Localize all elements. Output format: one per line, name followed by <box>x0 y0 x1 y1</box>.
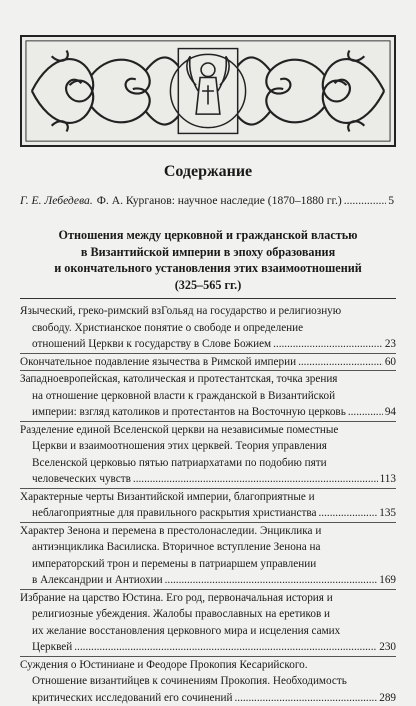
toc-entry-text-line: Отношение византийцев к сочинениям Прокопия. Необходимость <box>20 673 396 690</box>
toc-entry-text-line: отношений Церкви к государству в Слове Божием <box>32 336 271 353</box>
toc-entry-text-line: религиозные убеждения. Жалобы православных на еретиков и <box>20 606 396 623</box>
section-divider <box>20 298 396 299</box>
toc-page-number: 230 <box>379 639 396 656</box>
toc-entry[interactable] <box>20 421 396 488</box>
toc-entry-text-line: неблагоприятные для правильного раскрытия христианства <box>32 505 317 522</box>
toc-page-number: 169 <box>379 572 396 589</box>
leader-dots <box>298 354 383 371</box>
toc-entry[interactable] <box>20 353 396 371</box>
table-of-contents <box>20 303 396 706</box>
toc-entry-text-line: империи: взгляд католиков и протестантов на Восточную церковь <box>32 404 346 421</box>
toc-entry-text-line: человеческих чувств <box>32 471 131 488</box>
decorative-ornament-banner <box>20 35 396 147</box>
toc-entry-text-line: в Александрии и Антиохии <box>32 572 163 589</box>
intro-entry <box>20 194 394 207</box>
toc-entry-text-line: Языческий, греко-римский взГольяд на государство и религиозную <box>20 303 396 320</box>
toc-entry-text-line: Избрание на царство Юстина. Его род, первоначальная история и <box>20 590 396 607</box>
toc-entry-text-line: Церкви и взаимоотношения этих церквей. Теория управления <box>20 438 396 455</box>
section-title-line: в Византийской империи в эпоху образования <box>40 244 376 261</box>
section-title-line: и окончательного установления этих взаимоотношений <box>40 260 376 277</box>
toc-page-number: 60 <box>385 354 396 371</box>
toc-entry[interactable] <box>20 589 396 656</box>
leader-dots <box>74 639 377 656</box>
toc-entry-text-line: Вселенской церковью пятью патриархатами по подобию пяти <box>20 455 396 472</box>
section-title <box>40 227 376 293</box>
toc-page-number: 135 <box>379 505 396 522</box>
section-title-line: Отношения между церковной и гражданской властью <box>40 227 376 244</box>
toc-entry[interactable] <box>20 656 396 706</box>
intro-page-number: 5 <box>388 194 394 207</box>
page-title: Содержание <box>0 163 416 181</box>
toc-entry-text-line: Суждения о Юстиниане и Феодоре Прокопия Кесарийского. <box>20 657 396 674</box>
toc-entry-text-line: критических исследований его сочинений <box>32 690 232 706</box>
intro-author: Г. Е. Лебедева. <box>20 194 93 207</box>
intro-title: Ф. А. Курганов: научное наследие (1870–1880 гг.) <box>97 194 342 207</box>
leader-dots <box>344 194 387 207</box>
toc-page-number: 23 <box>385 336 396 353</box>
toc-entry-text-line: на отношение церковной власти к гражданской в Византийской <box>20 388 396 405</box>
leader-dots <box>165 572 378 589</box>
toc-entry-text-line: Характер Зенона и перемена в престолонаследии. Энциклика и <box>20 523 396 540</box>
toc-entry-text-line: Окончательное подавление язычества в Римской империи <box>20 354 296 371</box>
toc-entry-text-line: Разделение единой Вселенской церкви на независимые поместные <box>20 422 396 439</box>
toc-entry-text-line: антиэнциклика Василиска. Вторичное вступление Зенона на <box>20 539 396 556</box>
leader-dots <box>319 505 378 522</box>
toc-entry[interactable] <box>20 303 396 353</box>
section-title-line: (325–565 гг.) <box>40 277 376 294</box>
toc-entry[interactable] <box>20 370 396 421</box>
toc-entry-text-line: Церквей <box>32 639 72 656</box>
toc-entry[interactable] <box>20 488 396 522</box>
toc-entry-text-line: Характерные черты Византийской империи, благоприятные и <box>20 489 396 506</box>
leader-dots <box>234 690 377 706</box>
ornament-vine-pattern-icon <box>22 37 394 145</box>
toc-entry[interactable] <box>20 522 396 589</box>
toc-entry-text-line: свободу. Христианское понятие о свободе и определение <box>20 320 396 337</box>
toc-entry-text-line: императорский трон и перемены в патриаршем управлении <box>20 556 396 573</box>
leader-dots <box>273 336 383 353</box>
toc-entry-text-line: Западноевропейская, католическая и протестантская, точка зрения <box>20 371 396 388</box>
leader-dots <box>348 404 383 421</box>
toc-entry-text-line: их желание восстановления церковного мира и исцеления самих <box>20 623 396 640</box>
toc-page-number: 289 <box>379 690 396 706</box>
toc-page-number: 94 <box>385 404 396 421</box>
toc-page-number: 113 <box>380 471 396 488</box>
leader-dots <box>133 471 378 488</box>
